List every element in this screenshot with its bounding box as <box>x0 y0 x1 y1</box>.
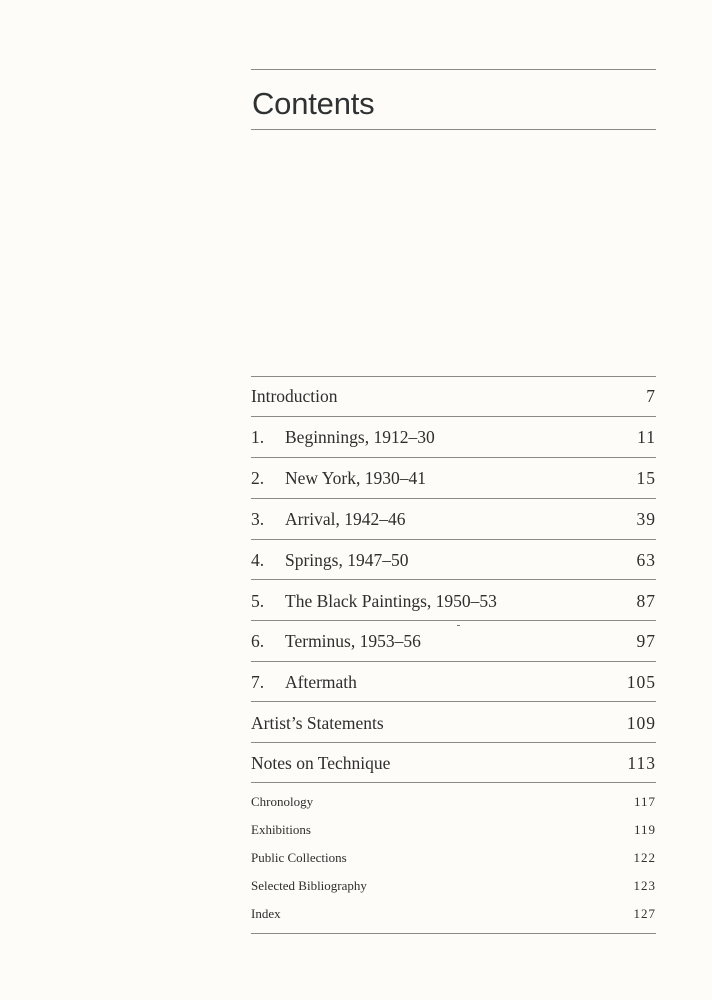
toc-entry-page: 97 <box>636 631 656 651</box>
toc-entry-number: 3. <box>251 509 265 529</box>
toc-entry-label: Selected Bibliography <box>251 878 367 893</box>
toc-divider <box>251 620 656 621</box>
toc-entry-number: 7. <box>251 672 265 692</box>
toc-entry-page: 109 <box>626 713 656 733</box>
toc-entry-chapter-3[interactable] <box>251 509 656 550</box>
toc-entry-page: 127 <box>633 906 656 921</box>
toc-entry-label: Arrival, 1942–46 <box>285 509 406 529</box>
toc-divider <box>251 742 656 743</box>
toc-entry-page: 117 <box>633 794 656 809</box>
toc-entry-index[interactable] <box>251 906 656 934</box>
toc-entry-page: 63 <box>636 550 656 570</box>
toc-divider <box>251 498 656 499</box>
print-speck <box>457 625 460 626</box>
toc-entry-chapter-5[interactable] <box>251 591 656 632</box>
toc-divider <box>251 579 656 580</box>
toc-entry-label: Notes on Technique <box>251 753 391 773</box>
toc-entry-label: Artist’s Statements <box>251 713 384 733</box>
toc-top-rule <box>251 376 656 377</box>
toc-entry-chapter-4[interactable] <box>251 550 656 591</box>
toc-entry-chronology[interactable] <box>251 794 656 822</box>
toc-entry-label: Aftermath <box>285 672 357 692</box>
toc-divider <box>251 782 656 783</box>
toc-entry-page: 15 <box>636 468 656 488</box>
toc-divider <box>251 457 656 458</box>
toc-entry-number: 1. <box>251 427 265 447</box>
toc-entry-page: 119 <box>633 822 656 837</box>
toc-entry-exhibitions[interactable] <box>251 822 656 850</box>
toc-entry-chapter-1[interactable] <box>251 427 656 468</box>
toc-bottom-rule <box>251 933 656 934</box>
toc-entry-label: Public Collections <box>251 850 347 865</box>
toc-divider <box>251 661 656 662</box>
toc-entry-number: 6. <box>251 631 265 651</box>
toc-entry-label: Exhibitions <box>251 822 311 837</box>
toc-entry-number: 5. <box>251 591 265 611</box>
header-bottom-rule <box>251 129 656 130</box>
page-title: Contents <box>252 86 375 121</box>
toc-entry-page: 39 <box>636 509 656 529</box>
toc-entry-notes-on-technique[interactable] <box>251 753 656 794</box>
toc-entry-label: The Black Paintings, 1950–53 <box>285 591 497 611</box>
toc-entry-label: Springs, 1947–50 <box>285 550 409 570</box>
toc-divider <box>251 416 656 417</box>
toc-entry-number: 2. <box>251 468 265 488</box>
toc-entry-page: 105 <box>626 672 656 692</box>
toc-entry-label: Index <box>251 906 281 921</box>
toc-divider <box>251 539 656 540</box>
toc-entry-page: 122 <box>633 850 656 865</box>
toc-entry-introduction[interactable] <box>251 386 656 427</box>
toc-entry-number: 4. <box>251 550 265 570</box>
toc-entry-chapter-2[interactable] <box>251 468 656 509</box>
toc-entry-selected-bibliography[interactable] <box>251 878 656 906</box>
toc-entry-label: Introduction <box>251 386 338 406</box>
toc-entry-page: 7 <box>646 386 656 406</box>
toc-entry-page: 113 <box>627 753 656 773</box>
toc-entry-page: 87 <box>636 591 656 611</box>
toc-entry-label: New York, 1930–41 <box>285 468 426 488</box>
toc-entry-page: 123 <box>633 878 656 893</box>
toc-entry-artists-statements[interactable] <box>251 713 656 754</box>
toc-entry-chapter-7[interactable] <box>251 672 656 713</box>
toc-entry-chapter-6[interactable] <box>251 631 656 672</box>
toc-entry-public-collections[interactable] <box>251 850 656 878</box>
toc-entry-label: Beginnings, 1912–30 <box>285 427 435 447</box>
toc-divider <box>251 701 656 702</box>
toc-entry-label: Terminus, 1953–56 <box>285 631 421 651</box>
toc-entry-page: 11 <box>637 427 656 447</box>
toc-entry-label: Chronology <box>251 794 314 809</box>
header-top-rule <box>251 69 656 70</box>
